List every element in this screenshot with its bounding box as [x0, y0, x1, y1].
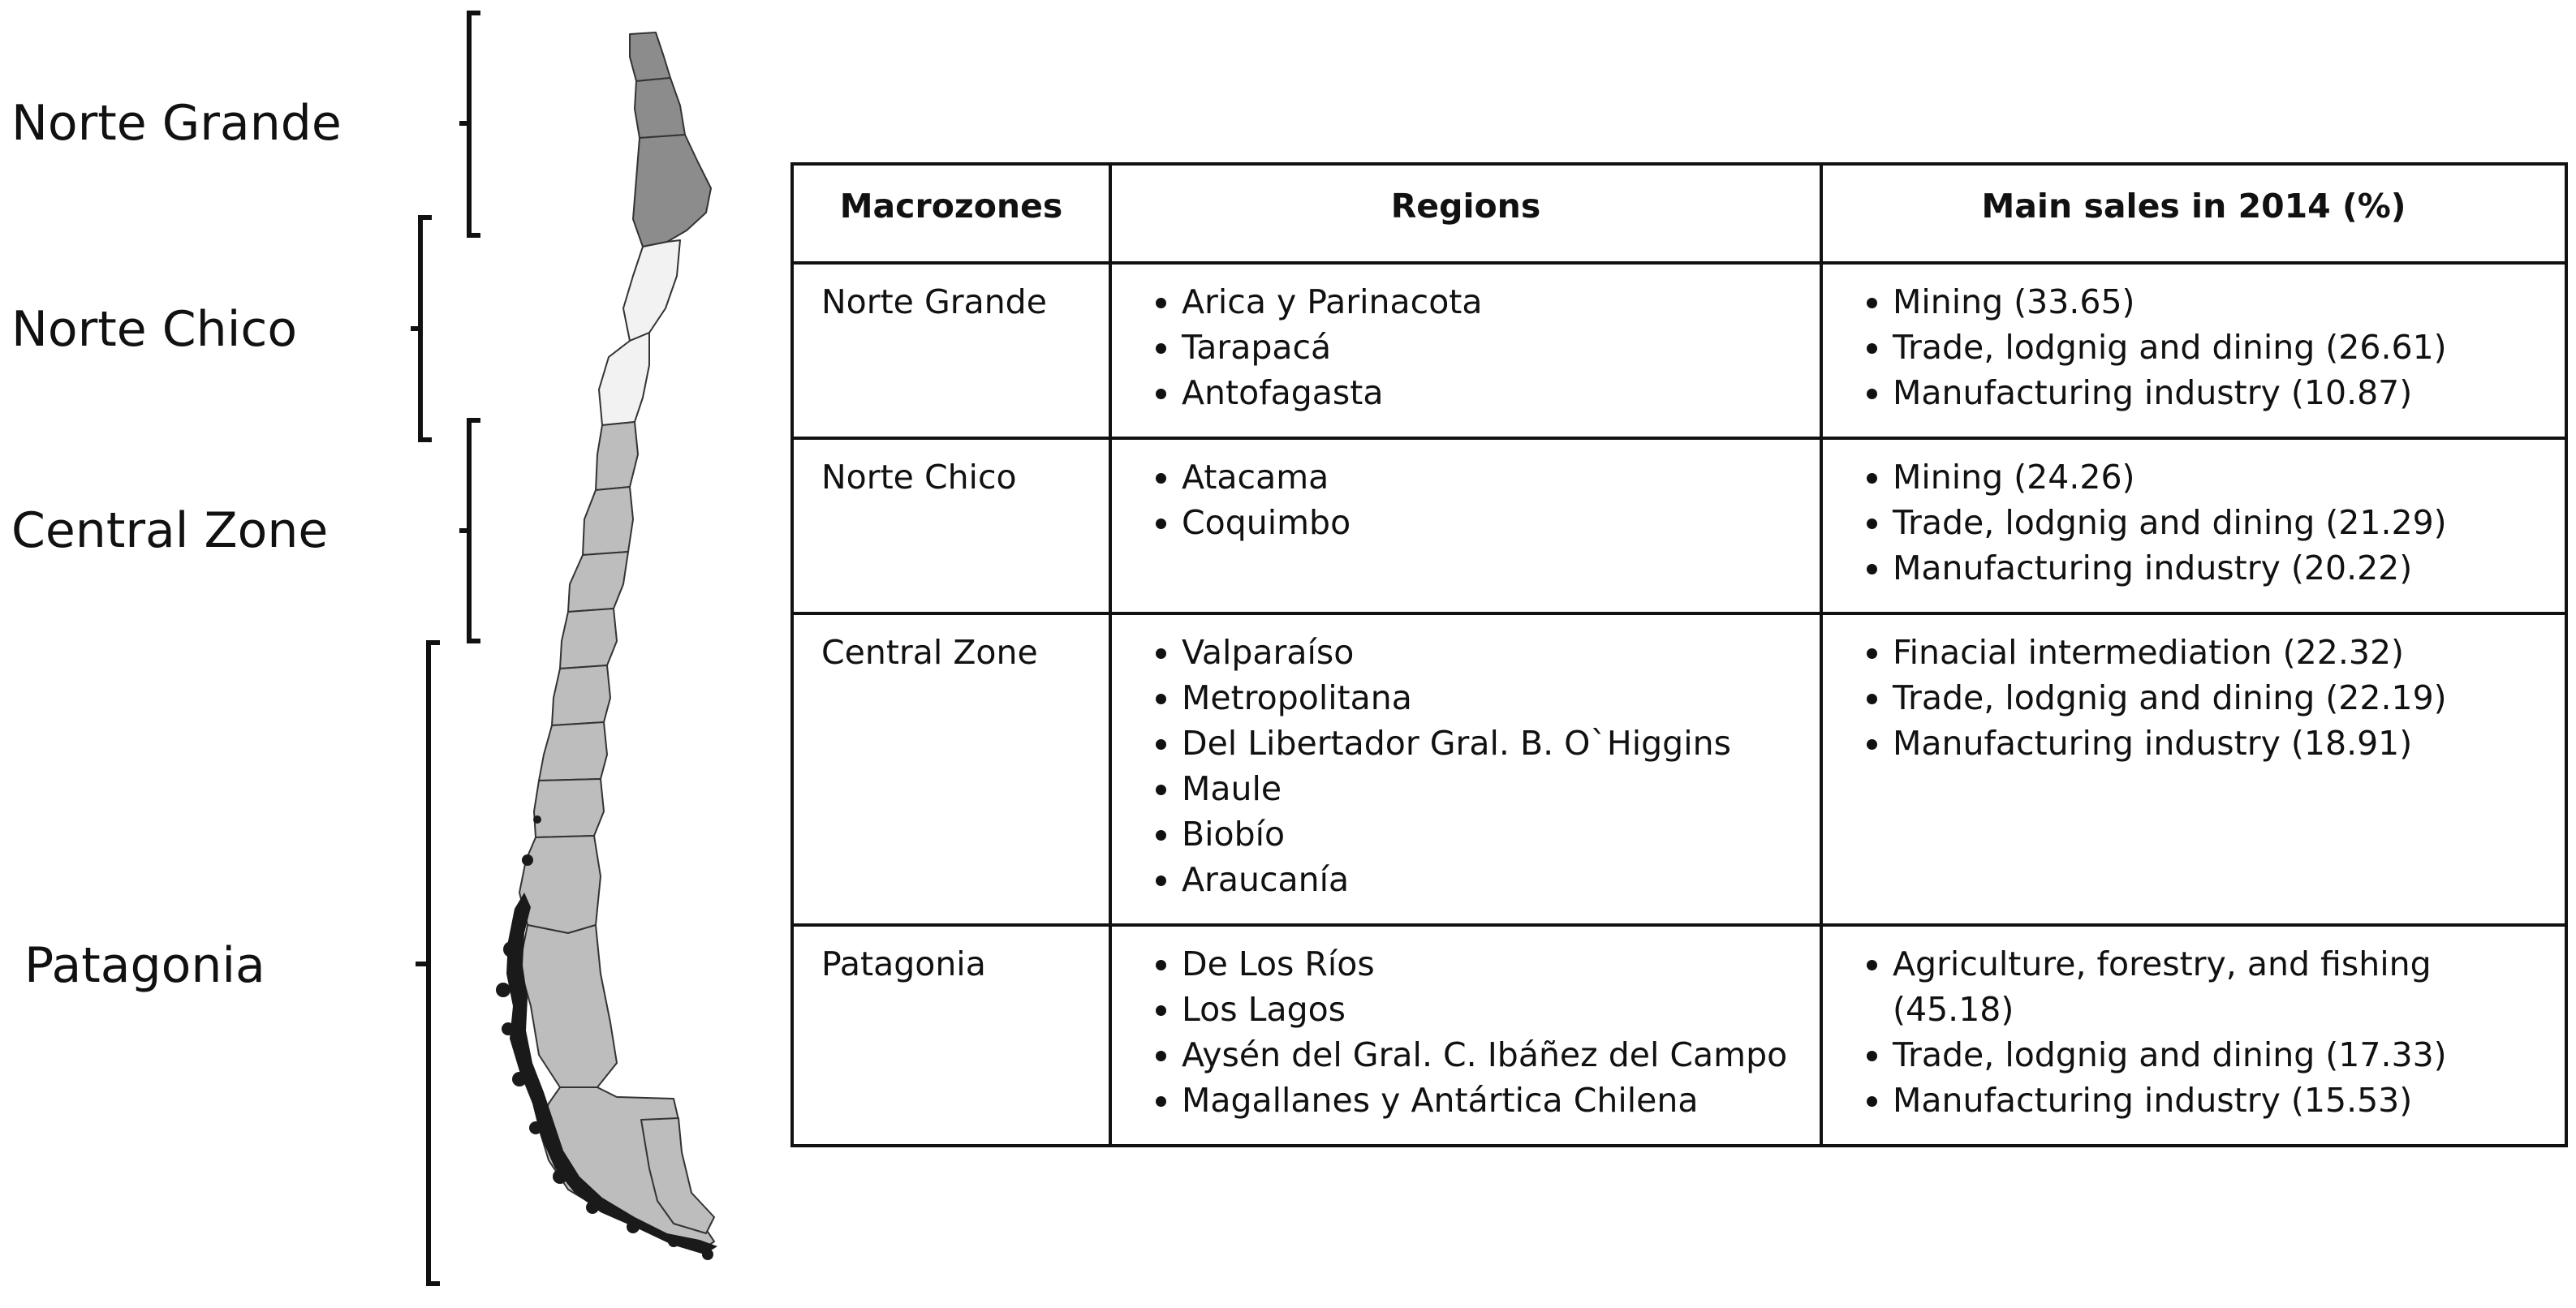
sales-cell	[1821, 613, 2566, 925]
sales-list	[1847, 941, 2548, 1123]
macrozone-cell: Norte Grande	[792, 263, 1110, 438]
region-item: • Biobío	[1182, 811, 1803, 857]
macrozone-cell: Central Zone	[792, 613, 1110, 925]
region-item: • Los Lagos	[1182, 987, 1803, 1032]
regions-list	[1136, 630, 1803, 902]
map-region-coquimbo	[599, 333, 649, 425]
map-region-patagonia	[519, 779, 714, 1250]
map-region-valparaiso	[596, 422, 638, 490]
table-body	[792, 263, 2566, 1146]
sales-item: • Trade, lodgnig and dining (17.33)	[1893, 1032, 2548, 1078]
regions-list	[1136, 454, 1803, 545]
map-region-maule	[560, 609, 617, 669]
map-region-los-rios	[534, 779, 604, 837]
chile-map	[0, 0, 747, 1308]
sales-item: • Mining (33.65)	[1893, 279, 2548, 325]
zone-label-central-zone: Central Zone	[11, 502, 329, 559]
regions-cell	[1110, 925, 1821, 1146]
map-region-antofagasta	[633, 135, 711, 247]
sales-item: • Manufacturing industry (15.53)	[1893, 1078, 2548, 1123]
region-item: • Coquimbo	[1182, 500, 1803, 545]
map-region-tarapaca	[635, 78, 685, 138]
regions-list	[1136, 941, 1803, 1123]
regions-cell	[1110, 613, 1821, 925]
zone-label-norte-grande: Norte Grande	[11, 95, 342, 152]
sales-item: • Manufacturing industry (10.87)	[1893, 370, 2548, 415]
sales-cell	[1821, 263, 2566, 438]
sales-item: • Agriculture, forestry, and fishing (45.18)	[1893, 941, 2548, 1032]
region-item: • Atacama	[1182, 454, 1803, 500]
sales-list	[1847, 454, 2548, 591]
map-region-metropolitana	[583, 487, 633, 555]
table-row	[792, 263, 2566, 438]
map-region-ohiggins	[568, 552, 628, 612]
zone-label-norte-chico: Norte Chico	[11, 301, 298, 358]
region-item: • Tarapacá	[1182, 325, 1803, 370]
region-item: • Del Libertador Gral. B. O`Higgins	[1182, 721, 1803, 766]
map-region-aysen	[519, 925, 617, 1087]
map-region-biobio	[552, 665, 610, 725]
macrozone-cell: Patagonia	[792, 925, 1110, 1146]
sales-item: • Trade, lodgnig and dining (22.19)	[1893, 675, 2548, 721]
sales-item: • Finacial intermediation (22.32)	[1893, 630, 2548, 675]
header-macrozones: Macrozones	[792, 164, 1110, 263]
macrozone-cell: Norte Chico	[792, 438, 1110, 613]
sales-item: • Manufacturing industry (18.91)	[1893, 721, 2548, 766]
sales-table	[790, 162, 2568, 1147]
sales-item: • Manufacturing industry (20.22)	[1893, 545, 2548, 591]
sales-cell	[1821, 438, 2566, 613]
map-region-norte-grande	[630, 32, 711, 247]
region-item: • Valparaíso	[1182, 630, 1803, 675]
region-item: • Antofagasta	[1182, 370, 1803, 415]
map-region-arica	[630, 32, 670, 81]
table-row	[792, 438, 2566, 613]
map-region-central-zone	[539, 422, 638, 781]
sales-item: • Mining (24.26)	[1893, 454, 2548, 500]
region-item: • De Los Ríos	[1182, 941, 1803, 987]
map-region-norte-chico	[599, 240, 680, 425]
region-item: • Arica y Parinacota	[1182, 279, 1803, 325]
sales-cell	[1821, 925, 2566, 1146]
table-header-row	[792, 164, 2566, 263]
map-region-araucania	[539, 722, 607, 781]
sales-list	[1847, 279, 2548, 415]
region-item: • Aysén del Gral. C. Ibáñez del Campo	[1182, 1032, 1803, 1078]
sales-item: • Trade, lodgnig and dining (21.29)	[1893, 500, 2548, 545]
region-item: • Magallanes y Antártica Chilena	[1182, 1078, 1803, 1123]
regions-list	[1136, 279, 1803, 415]
region-item: • Maule	[1182, 766, 1803, 811]
map-region-atacama	[623, 240, 680, 341]
region-item: • Metropolitana	[1182, 675, 1803, 721]
map-region-los-lagos	[519, 836, 601, 933]
sales-item: • Trade, lodgnig and dining (26.61)	[1893, 325, 2548, 370]
table-row	[792, 613, 2566, 925]
table-row	[792, 925, 2566, 1146]
regions-cell	[1110, 438, 1821, 613]
sales-list	[1847, 630, 2548, 766]
header-regions: Regions	[1110, 164, 1821, 263]
region-item: • Araucanía	[1182, 857, 1803, 902]
header-main-sales: Main sales in 2014 (%)	[1821, 164, 2566, 263]
zone-label-patagonia: Patagonia	[24, 937, 265, 994]
macrozone-table	[790, 162, 2565, 1147]
regions-cell	[1110, 263, 1821, 438]
